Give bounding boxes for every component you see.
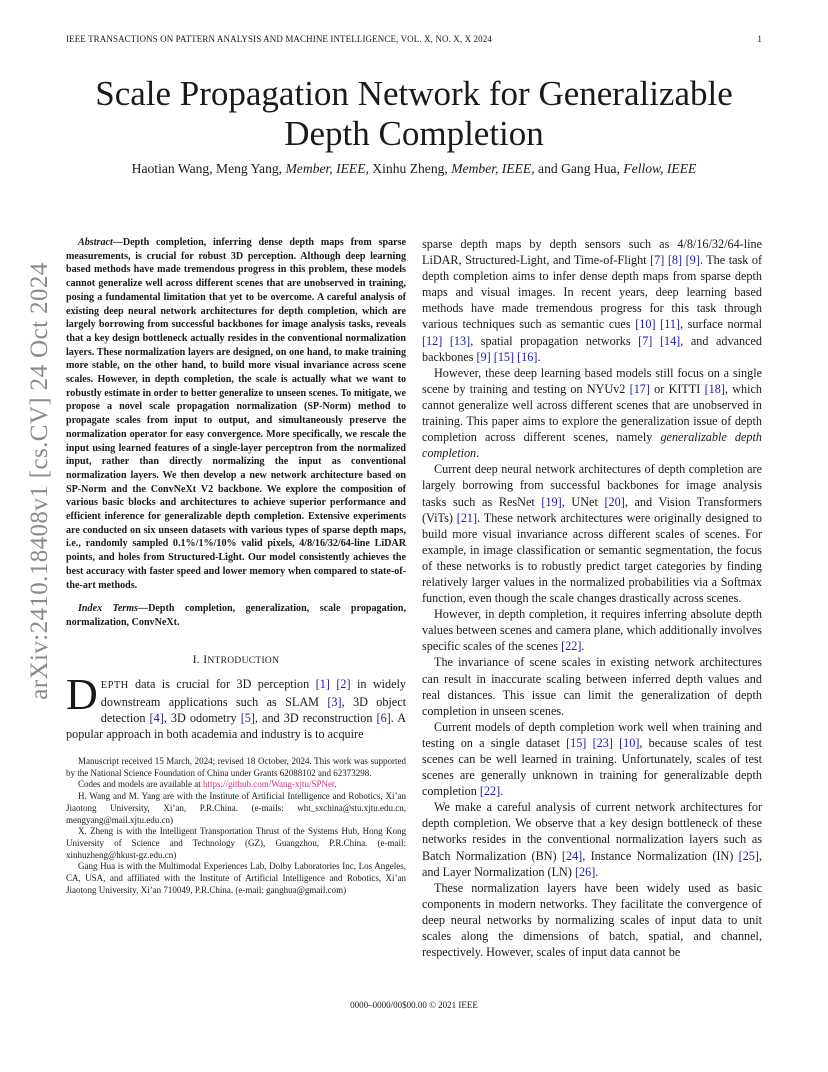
citation[interactable]: [25] (738, 848, 759, 863)
drop-cap: D (66, 669, 98, 719)
body-text: or KITTI (649, 381, 705, 396)
citation[interactable]: [16] (517, 349, 538, 364)
body-text: , UNet (561, 494, 605, 509)
body-paragraph-4 (422, 606, 762, 654)
citation[interactable]: [9] (685, 253, 700, 268)
citation[interactable]: [14] (659, 333, 681, 348)
citation[interactable]: [8] (667, 253, 683, 268)
body-paragraph-2 (422, 365, 762, 462)
body-text: sparse depth maps by depth sensors such as 4/8/16/32/64-line LiDAR, Structured-Light, and Time-of-Flight (422, 237, 762, 268)
citation[interactable]: [7] (638, 333, 653, 348)
emphasis-text: generalizable depth completion (422, 430, 763, 461)
abstract (66, 236, 406, 592)
author-role-1: Member, IEEE, (285, 161, 369, 176)
footnote-code-text: . (334, 779, 337, 790)
body-text: . The task of depth completion aims to infer dense depth maps from sparse depth maps and visual images. In recent years, deep learning based methods have made tremendous progress for this task through various techniques such as semantic cues (422, 253, 763, 332)
citation[interactable]: [2] (336, 676, 351, 691)
citation[interactable]: [3] (327, 694, 342, 709)
citation[interactable]: [12] (422, 333, 443, 348)
footnote-affiliation-1: H. Wang and M. Yang are with the Institute of Artificial Intelligence and Robotics, Xi’an Jiaotong University, Xi’an, P.R.China. (e-mails: wht_sxchina@stu.xjtu.edu.cn, mengyang@mail.xjtu.edu.cn) (66, 791, 406, 825)
body-text: . (581, 639, 585, 654)
section-title-rest: NTRODUCTION (207, 655, 280, 666)
section-heading-introduction (66, 654, 406, 666)
citation[interactable]: [9] (476, 349, 491, 364)
citation[interactable]: [15] (493, 349, 515, 364)
right-column (422, 236, 762, 960)
footnote-code (66, 779, 406, 791)
citation[interactable]: [19] (541, 494, 562, 509)
journal-header: IEEE TRANSACTIONS ON PATTERN ANALYSIS AND MACHINE INTELLIGENCE, VOL. X, NO. X, X 2024 (66, 34, 492, 44)
body-text: . These network architectures were originally designed to build more visual invariance across different scales of scenes. For example, in image classification or semantic segmentation, the focus of these networks is to robustly predict target categories by finding relatively larger values in the normalized probabilities via a Softmax function, even though the scale changes drastically across scenes. (422, 510, 762, 606)
body-text: , surface normal (680, 317, 762, 332)
body-text: Current models of depth completion work well when training and testing on a single dataset (422, 719, 762, 750)
body-paragraph-5 (422, 654, 762, 718)
footnote-affiliation-3: Gang Hua is with the Multimodal Experiences Lab, Dolby Laboratories Inc, Los Angeles, CA, USA, and affiliated with the Institute of Artificial Intelligence and Robotics, Xi’an Jiaotong University, Xi’an 710049, P.R.China. (e-mail: ganghua@gmail.com) (66, 861, 406, 895)
footnote-code-text: Codes and models are available at (78, 779, 203, 790)
body-paragraph-7 (422, 799, 762, 879)
copyright-line: 0000–0000/00$00.00 © 2021 IEEE (350, 1000, 478, 1010)
paper-title: Scale Propagation Network for Generalizable Depth Completion (95, 74, 733, 153)
author-names-3: and Gang Hua, (534, 161, 624, 176)
body-text: , and Layer Normalization (LN) (422, 848, 762, 879)
running-header (66, 34, 762, 48)
author-names-2: Xinhu Zheng, (368, 161, 452, 176)
body-text: . (537, 349, 541, 364)
intro-text: , 3D object detection (100, 694, 406, 725)
arxiv-stamp-text: arXiv:2410.18408v1 [cs.CV] 24 Oct 2024 (26, 262, 53, 700)
body-text (442, 334, 450, 348)
citation[interactable]: [1] (315, 676, 330, 691)
citation[interactable]: [15] (566, 735, 587, 750)
body-text: , Instance Normalization (IN) (582, 848, 739, 863)
arxiv-stamp (26, 262, 53, 700)
citation[interactable]: [5] (240, 710, 255, 725)
index-terms (66, 602, 406, 629)
footnotes (66, 756, 406, 896)
body-text: , spatial propagation networks (470, 333, 639, 348)
body-paragraph-6 (422, 719, 762, 799)
footnote-affiliation-2: X. Zheng is with the Intelligent Transportation Thrust of the Systems Hub, Hong Kong University of Science and Technology (GZ), Guangzhou, P.R.China. (e-mail: xinhuzheng@hkust-gz.edu.cn) (66, 826, 406, 860)
author-names-1: Haotian Wang, Meng Yang, (131, 161, 286, 176)
abstract-text: —Depth completion, inferring dense depth maps from sparse measurements, is crucial for robust 3D perception. Although deep learning based methods have made tremendous progress in this problem, these models cannot generalize well across different scenes that are unobserved in training, posing a fundamental limitation that yet to be overcome. A careful analysis of existing deep neural network architectures for depth completion, which are largely borrowing from successful backbones for image analysis tasks, reveals that a key design bottleneck actually resides in the conventional normalization layers. These normalization layers are designed, on one hand, to make training more stable, on the other hand, to build more visual invariance across scene scales. However, in depth completion, the scale is actually what we want to robustly estimate in order to better generalize to unseen scenes. To mitigate, we propose a novel scale propagation normalization (SP-Norm) method to propagate scales from input to output, and simultaneously preserve the normalization operator for easy convergence. More specifically, we rescale the input using learned features of a single-layer perceptron from the normalized input, rather than directly normalizing the input as conventional normalization layers. We then develop a new network architecture based on SP-Norm and the ConvNeXt V2 backbone. We explore the composition of various basic blocks and architectures to achieve superior performance and efficient inference for generalizable depth completion. Extensive experiments are conducted on six unseen datasets with various types of sparse depth maps, i.e., randomly sampled 0.1%/1%/10% valid pixels, 4/8/16/32/64-line LiDAR points, and holes from Structured-Light. Our model consistently achieves the best accuracy with faster speed and lower memory when compared to state-of-the-art methods. (66, 237, 406, 591)
body-text: The invariance of scene scales in existing network architectures can result in inaccurate scaling between inferred depth values and real distances. This issue can limit the generalization of depth completion in unseen scenes. (422, 655, 762, 718)
body-text: We make a careful analysis of current network architectures for depth completion. We observe that a key design bottleneck of these networks resides in the conventional normalization layers such as Batch Normalization (BN) (422, 800, 762, 863)
section-numeral: I. I (192, 653, 208, 666)
body-text: . (595, 864, 599, 879)
intro-paragraph (66, 669, 407, 742)
intro-text: data is crucial for 3D perception (128, 676, 316, 691)
citation[interactable]: [10] (635, 317, 656, 332)
author-role-3: Fellow, IEEE (623, 161, 697, 176)
citation[interactable]: [18] (704, 381, 725, 396)
body-text: Current deep neural network architectures of depth completion are largely borrowing from successful backbones for image analysis tasks such as ResNet (422, 462, 762, 509)
citation[interactable]: [6] (376, 710, 391, 725)
intro-text: , and 3D reconstruction (254, 710, 377, 725)
citation[interactable]: [13] (449, 333, 471, 348)
citation[interactable]: [22] (561, 639, 582, 654)
citation[interactable]: [17] (629, 381, 650, 396)
body-paragraph-1 (422, 236, 762, 365)
intro-caps: EPTH (100, 679, 129, 691)
abstract-label: Abstract (78, 237, 113, 248)
body-paragraph-8 (422, 880, 762, 960)
intro-text: , 3D odometry (163, 710, 241, 725)
citation[interactable]: [7] (650, 253, 665, 268)
body-text (652, 334, 660, 348)
intro-text: in widely downstream applications such as SLAM (100, 676, 407, 709)
body-text: , which cannot generalize well across different scenes that are unobserved in training. This paper aims to explore the generalization issue of depth completion across different scenes, namely (422, 381, 762, 445)
body-text: . (500, 784, 504, 799)
body-paragraph-3 (422, 461, 762, 606)
citation[interactable]: [21] (456, 510, 478, 525)
author-role-2: Member, IEEE, (451, 161, 535, 176)
footnote-manuscript: Manuscript received 15 March, 2024; revised 18 October, 2024. This work was supported by the National Science Foundation of China under Grants 62088102 and 62373298. (66, 756, 406, 778)
citation[interactable]: [4] (149, 710, 164, 725)
author-list (60, 160, 768, 178)
citation[interactable]: [26] (574, 864, 596, 879)
body-text: , because scales of test scenes can be well learned in training. Unfortunately, scales of test scenes are generally unknown in training for generalizable depth completion (422, 735, 763, 799)
index-terms-text: —Depth completion, generalization, scale propagation, normalization, ConvNeXt. (66, 603, 406, 628)
body-text: However, these deep learning based models still focus on a single scene by training and testing on NYUv2 (422, 365, 762, 396)
citation[interactable]: [23] (592, 735, 613, 750)
citation[interactable]: [20] (604, 494, 625, 509)
code-link[interactable]: https://github.com/Wang-xjtu/SPNet (202, 779, 335, 790)
body-text: , and advanced backbones (422, 333, 763, 364)
body-text: . (476, 446, 480, 461)
left-column (66, 236, 406, 897)
body-text: , and Vision Transformers (ViTs) (422, 494, 762, 525)
body-text: However, in depth completion, it requires inferring absolute depth values between scenes and camera plane, which additionally involves specific scales of the scenes (422, 607, 762, 654)
body-text: These normalization layers have been widely used as basic components in modern networks. They facilitate the convergence of deep neural networks by normalizing scales of input data to unit scales along the dimensions of batch, spatial, and channel, respectively. However, scales of input data cannot be (422, 880, 762, 960)
citation[interactable]: [24] (561, 848, 583, 863)
intro-text: . A popular approach in both academia and industry is to acquire (66, 710, 406, 741)
citation[interactable]: [10] (619, 735, 640, 750)
citation[interactable]: [22] (479, 784, 501, 799)
citation[interactable]: [11] (660, 317, 680, 332)
page-number: 1 (757, 34, 762, 44)
index-terms-label: Index Terms (78, 603, 139, 615)
